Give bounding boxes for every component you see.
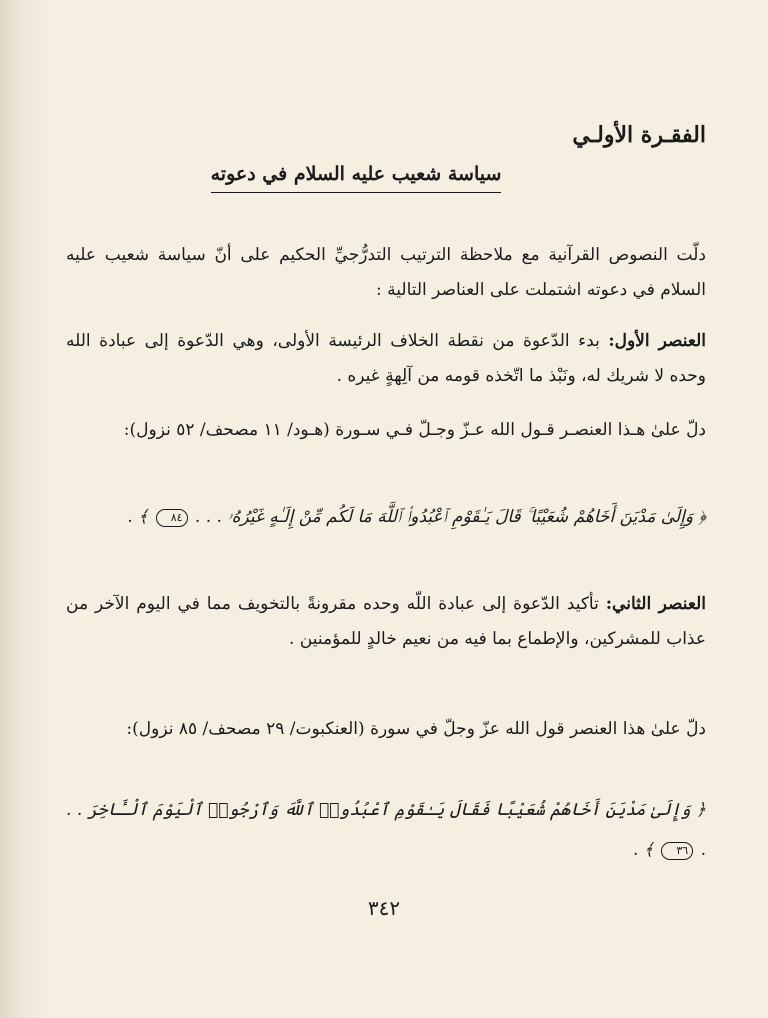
verse-two-close: ﴾ . bbox=[633, 840, 654, 860]
verse-one-text: ﴿ وَإِلَىٰ مَدْيَنَ أَخَاهُمْ شُعَيْبًا ۚ قَالَ يَـٰقَوْمِ ٱعْبُدُوا۟ ٱللَّهَ مَا لَكُم مِّنْ إِلَـٰهٍ غَيْرُهُۥ . . . bbox=[194, 507, 706, 527]
element-two-label: العنصر الثاني: bbox=[605, 594, 706, 614]
verse-one-close: ﴾ . bbox=[127, 507, 149, 527]
verse-two-text: ﴿ وَإِلَىٰ مَدْيَنَ أَخَاهُمْ شُعَيْبًا فَقَالَ يَـٰقَوْمِ ٱعْبُدُوا۟ ٱللَّهَ وَٱرْجُوا۟ ٱلْيَوْمَ ٱلْـَٔاخِرَ . . . bbox=[66, 800, 706, 860]
proof-one-paragraph: دلّ علىٰ هـذا العنصـر قـول الله عـزّ وجـلّ فـي سـورة (هـود/ ١١ مصحف/ ٥٢ نزول): bbox=[123, 420, 706, 440]
element-two-text: تأكيد الدّعوة إلى عبادة اللّه وحده مقرونةً بالتخويف مما في اليوم الآخر من عذاب للمشركين، والإطماع بما فيه من نعيم خالدٍ للمؤمنين . bbox=[66, 594, 706, 649]
proof-two-paragraph: دلّ علىٰ هذا العنصر قول الله عزّ وجلّ في سورة (العنكبوت/ ٢٩ مصحف/ ٨٥ نزول): bbox=[126, 719, 706, 739]
element-one-label: العنصر الأول: bbox=[608, 331, 707, 351]
section-title: الفقـرة الأولـي bbox=[572, 122, 706, 148]
page-number: ٣٤٢ bbox=[367, 896, 401, 920]
element-two-paragraph bbox=[66, 587, 706, 657]
subtitle bbox=[66, 158, 706, 193]
verse-two-number: ٣٦ bbox=[661, 842, 693, 860]
subtitle-text: سياسة شعيب عليه السلام في دعوته bbox=[211, 158, 502, 193]
element-one-text: بدء الدّعوة من نقطة الخلاف الرئيسة الأولى، وهي الدّعوة إلى عبادة الله وحده لا شريك له، ونَبْذ ما اتّخذه قومه من آلِهةٍ غيره . bbox=[66, 331, 706, 386]
verse-two bbox=[66, 790, 706, 870]
intro-paragraph: دلّت النصوص القرآنية مع ملاحظة الترتيب التدرُّجيِّ الحكيم على أنّ سياسة شعيب عليه السلام في دعوته اشتملت على العناصر التالية : bbox=[66, 245, 706, 300]
element-one-paragraph bbox=[66, 324, 706, 394]
verse-one bbox=[66, 497, 706, 537]
verse-one-number: ٨٤ bbox=[156, 509, 188, 527]
